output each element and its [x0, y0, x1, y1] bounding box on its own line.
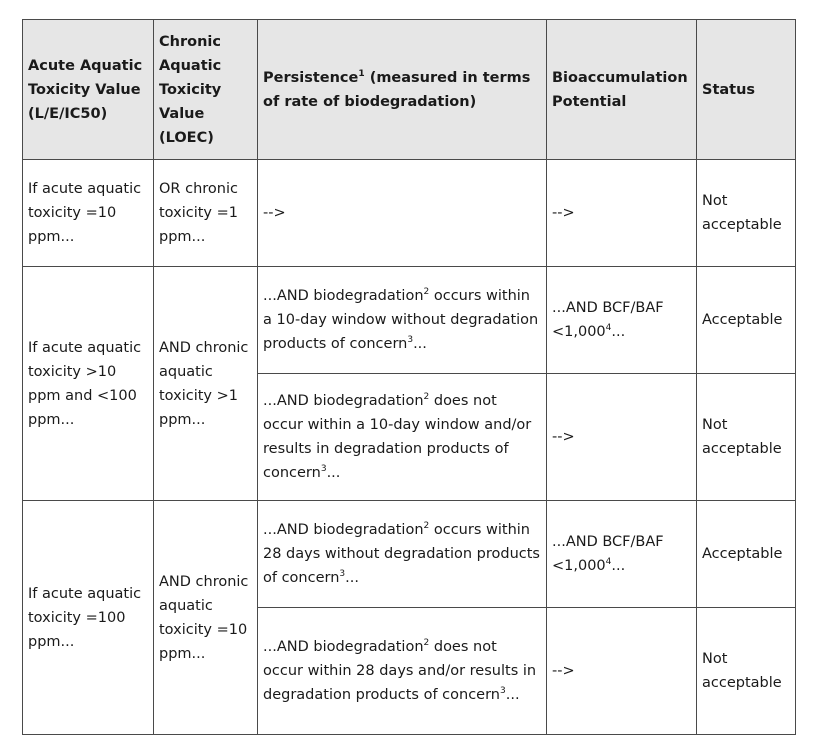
- header-persistence: [258, 20, 547, 160]
- bioaccumulation-arrow: -->: [547, 374, 697, 501]
- persistence-text: ...: [345, 570, 359, 586]
- bioaccumulation-text: ...: [611, 324, 626, 340]
- status-not-acceptable: Not acceptable: [697, 160, 796, 267]
- persistence-10day-window: [258, 267, 547, 374]
- persistence-text: does not occur within a 10-day window and/or results in degradation products of concern: [263, 393, 532, 481]
- table-row: [23, 267, 796, 374]
- persistence-no-10day-window: [258, 374, 547, 501]
- footnote-ref-2: 2: [423, 392, 430, 403]
- bioaccumulation-text: ...AND BCF/BAF <1,000: [552, 300, 664, 340]
- footnote-ref-3: 3: [407, 335, 414, 346]
- header-status: Status: [697, 20, 796, 160]
- persistence-text: ...AND biodegradation: [263, 522, 424, 538]
- persistence-text: occurs within 28 days without degradation products of concern: [263, 522, 540, 586]
- persistence-text: occurs within a 10-day window without degradation products of concern: [263, 288, 539, 352]
- persistence-text: does not occur within 28 days and/or results in degradation products of concern: [263, 639, 537, 703]
- footnote-ref-3: 3: [500, 686, 506, 697]
- header-acute-toxicity: Acute Aquatic Toxicity Value (L/E/IC50): [23, 20, 154, 160]
- header-chronic-toxicity: Chronic Aquatic Toxicity Value (LOEC): [154, 20, 258, 160]
- persistence-text: ...: [413, 336, 427, 352]
- header-persistence-label: Persistence: [263, 69, 359, 86]
- footnote-ref-2: 2: [423, 287, 430, 298]
- footnote-ref-2: 2: [423, 638, 430, 649]
- status-acceptable: Acceptable: [697, 501, 796, 608]
- chronic-criterion-gt1ppm: AND chronic aquatic toxicity >1 ppm...: [154, 267, 258, 501]
- chronic-criterion-1ppm: OR chronic toxicity =1 ppm...: [154, 160, 258, 267]
- table-row: [23, 160, 796, 267]
- footnote-ref-4: 4: [605, 557, 612, 568]
- footnote-ref-2: 2: [423, 521, 430, 532]
- persistence-text: ...AND biodegradation: [263, 288, 424, 304]
- footnote-ref-3: 3: [339, 569, 346, 580]
- persistence-28days: [258, 501, 547, 608]
- table-row: [23, 501, 796, 608]
- acute-criterion-10ppm: If acute aquatic toxicity =10 ppm...: [23, 160, 154, 267]
- toxicity-criteria-table: [22, 19, 796, 735]
- status-not-acceptable: Not acceptable: [697, 608, 796, 735]
- acute-criterion-10-100ppm: If acute aquatic toxicity >10 ppm and <100 ppm...: [23, 267, 154, 501]
- persistence-text: ...: [326, 465, 341, 481]
- persistence-text: ...: [505, 687, 520, 703]
- status-not-acceptable: Not acceptable: [697, 374, 796, 501]
- bioaccumulation-text: ...AND BCF/BAF <1,000: [552, 534, 664, 574]
- header-bioaccumulation: Bioaccumulation Potential: [547, 20, 697, 160]
- bioaccumulation-bcf-baf: [547, 267, 697, 374]
- persistence-arrow: -->: [258, 160, 547, 267]
- footnote-ref-4: 4: [605, 323, 612, 334]
- header-persistence-detail: (measured in terms of rate of biodegradation): [263, 69, 531, 110]
- bioaccumulation-text: ...: [611, 558, 626, 574]
- status-acceptable: Acceptable: [697, 267, 796, 374]
- persistence-text: ...AND biodegradation: [263, 639, 424, 655]
- footnote-ref-1: 1: [358, 68, 365, 79]
- acute-criterion-100ppm: If acute aquatic toxicity =100 ppm...: [23, 501, 154, 735]
- persistence-no-28days: [258, 608, 547, 735]
- chronic-criterion-10ppm: AND chronic aquatic toxicity =10 ppm...: [154, 501, 258, 735]
- bioaccumulation-arrow: -->: [547, 160, 697, 267]
- bioaccumulation-bcf-baf: [547, 501, 697, 608]
- persistence-text: ...AND biodegradation: [263, 393, 424, 409]
- footnote-ref-3: 3: [320, 464, 327, 475]
- bioaccumulation-arrow: -->: [547, 608, 697, 735]
- header-row: [23, 20, 796, 160]
